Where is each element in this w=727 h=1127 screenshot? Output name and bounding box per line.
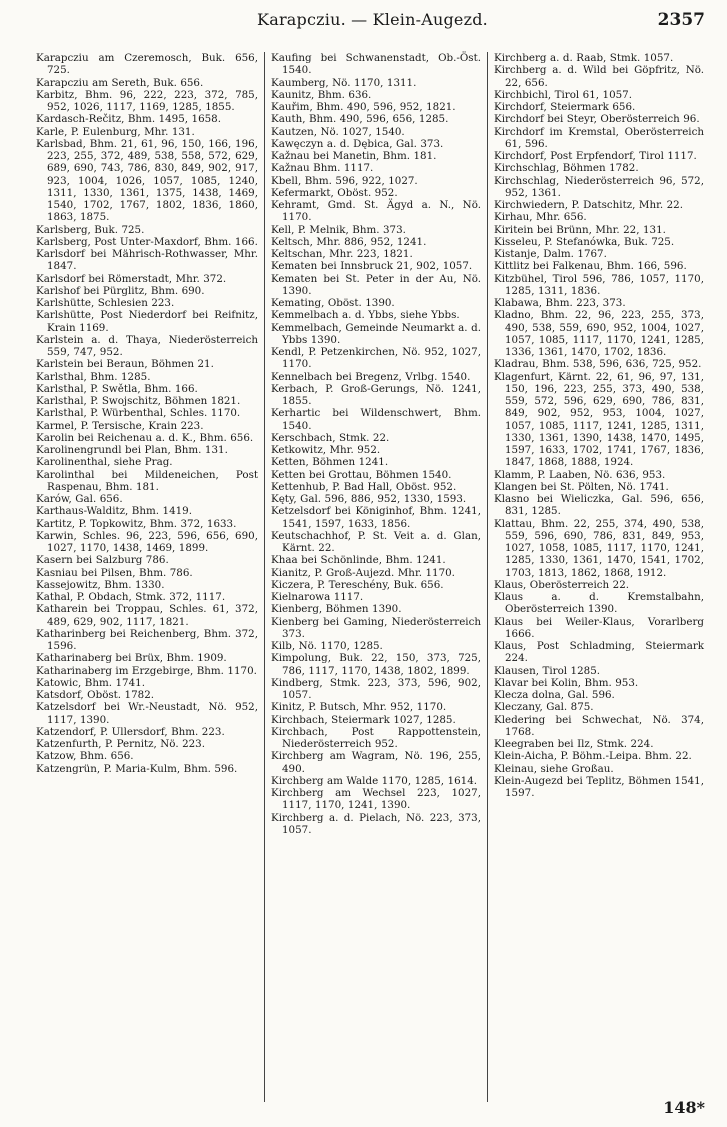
index-entry: Katharinberg bei Reichenberg, Bhm. 372, 1596. (36, 627, 258, 652)
index-entry: Karlshütte, Schlesien 223. (36, 297, 175, 309)
index-entry: Kettenhub, P. Bad Hall, Oböst. 952. (271, 480, 457, 493)
index-entry: Klangen bei St. Pölten, Nö. 1741. (494, 480, 669, 493)
index-entry: Kianitz, P. Groß-Aujezd. Mhr. 1170. (271, 566, 455, 579)
index-entry: Karlsbad, Bhm. 21, 61, 96, 150, 166, 196, 223, 255, 372, 489, 538, 558, 572, 629, 689, 690, 743, 786, 830, 849, 902, 917, 923, 1004, 1026, 1057, 1085, 1240, 1311, 1330, 1361, 1375, 1438, 1469, 1540, 1702, 1767, 1802, 1836, 1860, 1863, 1875. (36, 137, 258, 224)
index-entry: Kirchschlag, Niederösterreich 96, 572, 952, 1361. (494, 174, 704, 199)
index-entry: Kirchberg am Wechsel 223, 1027, 1117, 1170, 1241, 1390. (271, 787, 481, 812)
index-entry: Kautzen, Nö. 1027, 1540. (271, 125, 405, 138)
index-entry: Kirchschlag, Böhmen 1782. (494, 162, 639, 175)
index-entry: Kitzbühel, Tirol 596, 786, 1057, 1170, 1285, 1311, 1836. (494, 272, 704, 297)
index-entry: Karbitz, Bhm. 96, 222, 223, 372, 785, 952, 1026, 1117, 1169, 1285, 1855. (36, 88, 258, 113)
index-entry: Ketkowitz, Mhr. 952. (271, 444, 381, 456)
index-entry: Kladrau, Bhm. 538, 596, 636, 725, 952. (494, 358, 702, 371)
index-entry: Kasniau bei Pilsen, Bhm. 786. (36, 566, 193, 579)
index-entry: Kemmelbach, Gemeinde Neumarkt a. d. Ybbs 1390. (271, 321, 481, 346)
index-entry: Klaus a. d. Kremstalbahn, Oberösterreich 1390. (494, 591, 704, 616)
index-entry: Kisseleu, P. Stefanówka, Buk. 725. (494, 235, 675, 248)
index-entry: Kartitz, P. Topkowitz, Bhm. 372, 1633. (36, 517, 237, 530)
index-entry: Kilb, Nö. 1170, 1285. (271, 640, 383, 652)
index-entry: Kirchbach, Post Rappottenstein, Niederösterreich 952. (271, 725, 481, 750)
index-entry: Katzengrün, P. Maria-Kulm, Bhm. 596. (36, 762, 238, 775)
index-entry: Kirchberg a. d. Wild bei Göpfritz, Nö. 22, 656. (494, 64, 704, 89)
index-entry: Kirchdorf bei Steyr, Oberösterreich 96. (494, 113, 700, 126)
index-entry: Kerhartic bei Wildenschwert, Bhm. 1540. (271, 407, 481, 432)
index-entry: Kerschbach, Stmk. 22. (271, 431, 390, 444)
index-entry: Kaumberg, Nö. 1170, 1311. (271, 76, 417, 89)
index-entry: Kennelbach bei Bregenz, Vrlbg. 1540. (271, 370, 471, 383)
index-entry: Kirchberg am Wagram, Nö. 196, 255, 490. (271, 750, 481, 775)
index-entry: Kauth, Bhm. 490, 596, 656, 1285. (271, 113, 449, 126)
index-entry: Karolin bei Reichenau a. d. K., Bhm. 656. (36, 431, 254, 444)
index-entry: Kardasch-Rečitz, Bhm. 1495, 1658. (36, 113, 221, 126)
index-entry: Klein-Augezd bei Teplitz, Böhmen 1541, 1597. (494, 774, 704, 799)
index-entry: Kažnau Bhm. 1117. (271, 162, 374, 175)
index-entry: Kell, P. Melnik, Bhm. 373. (271, 223, 406, 236)
index-entry: Kledering bei Schwechat, Nö. 374, 1768. (494, 713, 704, 738)
index-entry: Kbell, Bhm. 596, 922, 1027. (271, 174, 418, 187)
index-entry: Klagenfurt, Kärnt. 22, 61, 96, 97, 131, 150, 196, 223, 255, 373, 490, 538, 559, 572, 596, 629, 690, 786, 831, 849, 902, 952, 953, 1004, 1027, 1057, 1085, 1117, 1241, 1285, 1311, 1330, 1361, 1390, 1438, 1470, 1495, 1597, 1633, 1702, 1741, 1767, 1836, 1847, 1868, 1888, 1924. (494, 370, 704, 469)
index-entry: Katharinaberg bei Brüx, Bhm. 1909. (36, 652, 227, 665)
index-entry: Ketten, Böhmen 1241. (271, 456, 389, 469)
index-entry: Kleczany, Gal. 875. (494, 701, 594, 714)
index-entry: Katharein bei Troppau, Schles. 61, 372, 489, 629, 902, 1117, 1821. (36, 603, 258, 628)
index-entry: Kirchbichl, Tirol 61, 1057. (494, 88, 633, 101)
index-entry: Kathal, P. Obdach, Stmk. 372, 1117. (36, 591, 226, 603)
index-entry: Kirchbach, Steiermark 1027, 1285. (271, 713, 456, 726)
index-entry: Kiczera, P. Tereschény, Buk. 656. (271, 578, 444, 591)
index-entry: Karlsthal, P. Swojschitz, Böhmen 1821. (36, 395, 241, 407)
index-entry: Kindberg, Stmk. 223, 373, 596, 902, 1057. (271, 676, 481, 701)
index-entry: Kaufing bei Schwanenstadt, Ob.-Öst. 1540. (271, 52, 481, 77)
index-entry: Ketzelsdorf bei Königinhof, Bhm. 1241, 1541, 1597, 1633, 1856. (271, 505, 481, 530)
index-entry: Karlsberg, Buk. 725. (36, 223, 145, 236)
index-entry: Klein-Aicha, P. Böhm.-Leipa. Bhm. 22. (494, 750, 692, 763)
index-entry: Kemmelbach a. d. Ybbs, siehe Ybbs. (271, 309, 460, 322)
index-entry: Katzow, Bhm. 656. (36, 750, 134, 763)
index-entry: Kienberg bei Gaming, Niederösterreich 373. (271, 615, 481, 640)
sheet-signature: 148* (663, 1098, 705, 1117)
index-entry: Kęty, Gal. 596, 886, 952, 1330, 1593. (271, 493, 467, 505)
index-entry: Kassejowitz, Bhm. 1330. (36, 578, 165, 591)
index-entry: Kematen bei St. Peter in der Au, Nö. 1390. (271, 272, 481, 297)
index-entry: Karolinenthal, siehe Prag. (36, 456, 173, 469)
index-entry: Kinitz, P. Butsch, Mhr. 952, 1170. (271, 701, 447, 714)
index-entry: Klausen, Tirol 1285. (494, 664, 601, 677)
index-entry: Kirchberg am Walde 1170, 1285, 1614. (271, 774, 478, 787)
index-entry: Katzendorf, P. Ullersdorf, Bhm. 223. (36, 725, 225, 738)
running-head: Karapcziu. — Klein-Augezd. (257, 10, 488, 29)
index-entry: Karlsthal, P. Würbenthal, Schles. 1170. (36, 407, 241, 420)
index-entry: Kefermarkt, Oböst. 952. (271, 186, 398, 199)
index-entry: Karle, P. Eulenburg, Mhr. 131. (36, 125, 195, 138)
index-entry: Klamm, P. Laaben, Nö. 636, 953. (494, 468, 666, 481)
index-entry: Kirchdorf im Kremstal, Oberösterreich 61, 596. (494, 125, 704, 150)
index-entry: Karlshof bei Pürglitz, Bhm. 690. (36, 284, 205, 297)
index-entry: Khaa bei Schönlinde, Bhm. 1241. (271, 554, 446, 567)
index-entry: Karolinthal bei Mildeneichen, Post Raspenau, Bhm. 181. (36, 468, 258, 493)
column-right (488, 52, 704, 1102)
index-entry: Karów, Gal. 656. (36, 493, 123, 505)
index-entry: Kittlitz bei Falkenau, Bhm. 166, 596. (494, 260, 687, 273)
index-entry: Kasern bei Salzburg 786. (36, 554, 169, 567)
index-entry: Karlsthal, Bhm. 1285. (36, 370, 151, 383)
column-middle (265, 52, 488, 1102)
index-entry: Kleinau, siehe Großau. (494, 762, 614, 775)
index-entry: Karwin, Schles. 96, 223, 596, 656, 690, 1027, 1170, 1438, 1469, 1899. (36, 529, 258, 554)
index-entry: Kemating, Oböst. 1390. (271, 297, 395, 309)
index-entry: Karlsdorf bei Römerstadt, Mhr. 372. (36, 272, 227, 285)
index-entry: Kaunitz, Bhm. 636. (271, 88, 372, 101)
index-entry: Klasno bei Wieliczka, Gal. 596, 656, 831, 1285. (494, 493, 704, 518)
index-entry: Karlstein a. d. Thaya, Niederösterreich 559, 747, 952. (36, 333, 258, 358)
index-entry: Keltschan, Mhr. 223, 1821. (271, 248, 413, 260)
index-entry: Kerbach, P. Groß-Gerungs, Nö. 1241, 1855. (271, 382, 481, 407)
index-entry: Kienberg, Böhmen 1390. (271, 603, 402, 616)
index-entry: Klaus bei Weiler-Klaus, Vorarlberg 1666. (494, 615, 704, 640)
index-entry: Keltsch, Mhr. 886, 952, 1241. (271, 235, 427, 248)
index-entry: Kehramt, Gmd. St. Ägyd a. N., Nö. 1170. (271, 199, 481, 224)
index-entry: Karthaus-Walditz, Bhm. 1419. (36, 505, 192, 518)
page-header (36, 10, 709, 36)
index-entry: Karapcziu am Czeremosch, Buk. 656, 725. (36, 52, 258, 77)
index-entry: Klaus, Post Schladming, Steiermark 224. (494, 640, 704, 665)
index-entry: Kladno, Bhm. 22, 96, 223, 255, 373, 490, 538, 559, 690, 952, 1004, 1027, 1057, 1085, 1117, 1170, 1241, 1285, 1336, 1361, 1470, 1702, 1836. (494, 309, 704, 358)
index-entry: Kirchwiedern, P. Datschitz, Mhr. 22. (494, 199, 683, 211)
index-entry: Karlstein bei Beraun, Böhmen 21. (36, 358, 214, 371)
index-entry: Kleegraben bei Ilz, Stmk. 224. (494, 738, 654, 750)
index-entry: Kirchdorf, Post Erpfendorf, Tirol 1117. (494, 150, 697, 162)
index-entry: Kendl, P. Petzenkirchen, Nö. 952, 1027, 1170. (271, 346, 481, 371)
index-entry: Klavar bei Kolin, Bhm. 953. (494, 676, 639, 689)
index-entry: Katzelsdorf bei Wr.-Neustadt, Nö. 952, 1117, 1390. (36, 701, 258, 726)
index-entry: Klabawa, Bhm. 223, 373. (494, 297, 626, 309)
entry-columns (36, 52, 710, 1102)
index-entry: Kirchberg a. d. Raab, Stmk. 1057. (494, 52, 674, 64)
index-entry: Kažnau bei Manetin, Bhm. 181. (271, 150, 437, 162)
index-entry: Karlsberg, Post Unter-Maxdorf, Bhm. 166. (36, 235, 258, 248)
page-number: 2357 (657, 10, 705, 30)
index-entry: Karlsdorf bei Mährisch-Rothwasser, Mhr. 1847. (36, 248, 258, 273)
index-entry: Klaus, Oberösterreich 22. (494, 578, 630, 591)
index-entry: Kistanje, Dalm. 1767. (494, 248, 607, 260)
index-entry: Klattau, Bhm. 22, 255, 374, 490, 538, 559, 596, 690, 786, 831, 849, 953, 1027, 1058, 1085, 1117, 1170, 1241, 1285, 1330, 1361, 1470, 1541, 1702, 1703, 1813, 1862, 1868, 1912. (494, 517, 704, 579)
index-entry: Keutschachhof, P. St. Veit a. d. Glan, Kärnt. 22. (271, 529, 481, 554)
index-entry: Klecza dolna, Gal. 596. (494, 689, 615, 701)
index-entry: Kirchberg a. d. Pielach, Nö. 223, 373, 1057. (271, 811, 481, 836)
index-entry: Kimpolung, Buk. 22, 150, 373, 725, 786, 1117, 1170, 1438, 1802, 1899. (271, 652, 481, 677)
index-entry: Karlshütte, Post Niederdorf bei Reifnitz, Krain 1169. (36, 309, 258, 334)
index-entry: Kematen bei Innsbruck 21, 902, 1057. (271, 260, 473, 273)
column-left (36, 52, 265, 1102)
index-entry: Katzenfurth, P. Pernitz, Nö. 223. (36, 738, 206, 750)
index-entry: Karmel, P. Tersische, Krain 223. (36, 419, 204, 432)
index-entry: Kirchdorf, Steiermark 656. (494, 101, 636, 113)
index-entry: Ketten bei Grottau, Böhmen 1540. (271, 468, 452, 481)
index-entry: Kirhau, Mhr. 656. (494, 211, 587, 224)
index-entry: Kielnarowa 1117. (271, 591, 364, 603)
index-entry: Katharinaberg im Erzgebirge, Bhm. 1170. (36, 664, 257, 677)
index-entry: Katowic, Bhm. 1741. (36, 676, 145, 689)
index-entry: Karolinengrundl bei Plan, Bhm. 131. (36, 444, 228, 456)
index-entry: Kawęczyn a. d. Dębica, Gal. 373. (271, 137, 444, 150)
index-entry: Kiritein bei Brünn, Mhr. 22, 131. (494, 223, 666, 236)
index-entry: Kauřim, Bhm. 490, 596, 952, 1821. (271, 101, 456, 113)
index-entry: Katsdorf, Oböst. 1782. (36, 689, 155, 701)
index-entry: Karapcziu am Sereth, Buk. 656. (36, 76, 204, 89)
index-entry: Karlsthal, P. Swětla, Bhm. 166. (36, 382, 198, 395)
